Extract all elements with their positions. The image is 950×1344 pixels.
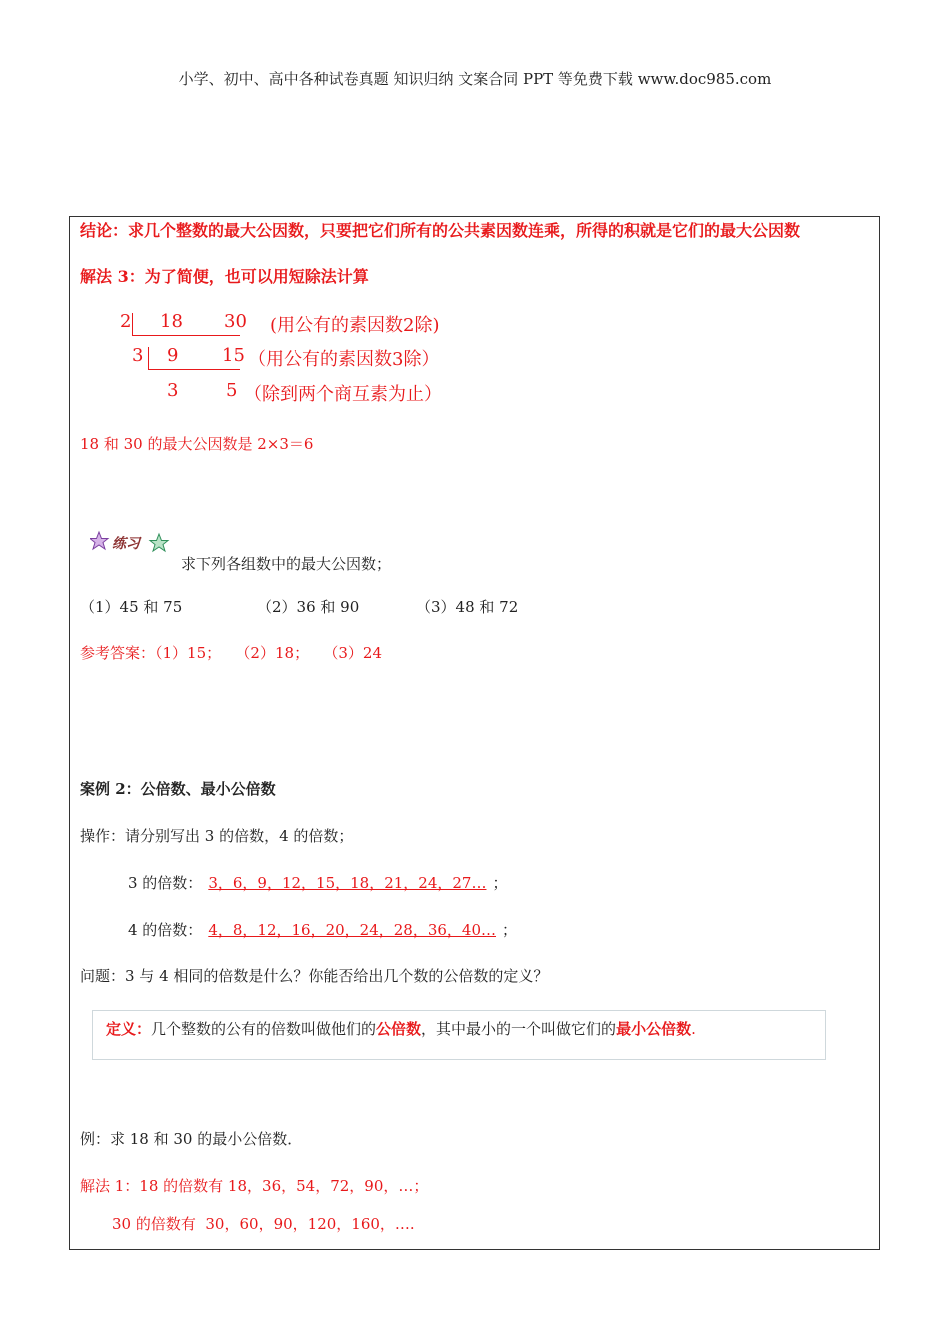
division-bracket-2: [148, 347, 149, 369]
multiples-3-row: [128, 872, 507, 893]
example-solution-1b: 30 的倍数有 30，60，90，120，160，….: [112, 1215, 415, 1233]
case2-question: 问题：3 与 4 相同的倍数是什么？你能否给出几个数的公倍数的定义？: [80, 967, 549, 985]
case2-title: 案例 2：公倍数、最小公倍数: [80, 780, 276, 798]
row1-b: 30: [224, 311, 247, 332]
multiples-4-label: 4 的倍数：: [128, 921, 203, 939]
multiples-4-values: 4，8，12，16，20，24，28，36，40…: [208, 921, 497, 939]
multiples-4-row: [128, 919, 517, 940]
page-header: 小学、初中、高中各种试卷真题 知识归纳 文案合同 PPT 等免费下载 www.doc985.com: [178, 70, 772, 88]
gcd-result: 18 和 30 的最大公因数是 2×3＝6: [80, 435, 314, 453]
row3-a: 3: [167, 380, 179, 401]
definition-text-1: 几个整数的公有的倍数叫做他们的: [151, 1020, 377, 1038]
question-2: （2）36 和 90: [257, 598, 360, 616]
multiples-3-end: ；: [492, 874, 508, 892]
content-frame: [69, 216, 880, 1250]
row2-a: 9: [167, 345, 179, 366]
row1-note: (用公有的素因数2除): [270, 315, 440, 336]
row2-b: 15: [222, 345, 245, 366]
row3-b: 5: [226, 380, 238, 401]
practice-badge-label: 练习: [112, 536, 140, 552]
definition-end: .: [691, 1020, 696, 1038]
divisor-2: 2: [120, 311, 132, 332]
division-bracket-1: [132, 313, 133, 335]
definition-term-1: 公倍数: [376, 1020, 422, 1038]
row2-note: （用公有的素因数3除）: [248, 349, 440, 370]
multiples-4-end: ；: [502, 921, 518, 939]
definition-term-2: 最小公倍数: [616, 1020, 692, 1038]
example-prompt: 例：求 18 和 30 的最小公倍数．: [80, 1130, 303, 1148]
divisor-3: 3: [132, 345, 144, 366]
example-solution-1: 解法 1：18 的倍数有 18，36，54，72，90，…；: [80, 1177, 429, 1195]
definition-text: [106, 1018, 696, 1039]
question-3: （3）48 和 72: [416, 598, 519, 616]
multiples-3-label: 3 的倍数：: [128, 874, 203, 892]
practice-badge: [90, 530, 170, 556]
division-line-2: [148, 369, 240, 370]
case2-operation: 操作：请分别写出 3 的倍数，4 的倍数；: [80, 827, 354, 845]
question-1: （1）45 和 75: [80, 598, 183, 616]
method3-text: 解法 3：为了简便，也可以用短除法计算: [80, 267, 369, 286]
conclusion-text: 结论：求几个整数的最大公因数，只要把它们所有的公共素因数连乘，所得的积就是它们的最大公因数: [80, 221, 801, 240]
row3-note: （除到两个商互素为止）: [244, 384, 442, 405]
definition-text-2: ，其中最小的一个叫做它们的: [421, 1020, 617, 1038]
row1-a: 18: [160, 311, 183, 332]
division-line-1: [132, 335, 240, 336]
definition-label: 定义：: [106, 1020, 152, 1038]
practice-prompt: 求下列各组数中的最大公因数；: [181, 555, 392, 573]
practice-answer: 参考答案：（1）15； （2）18； （3）24: [80, 644, 383, 662]
multiples-3-values: 3，6，9，12，15，18，21，24，27…: [208, 874, 487, 892]
